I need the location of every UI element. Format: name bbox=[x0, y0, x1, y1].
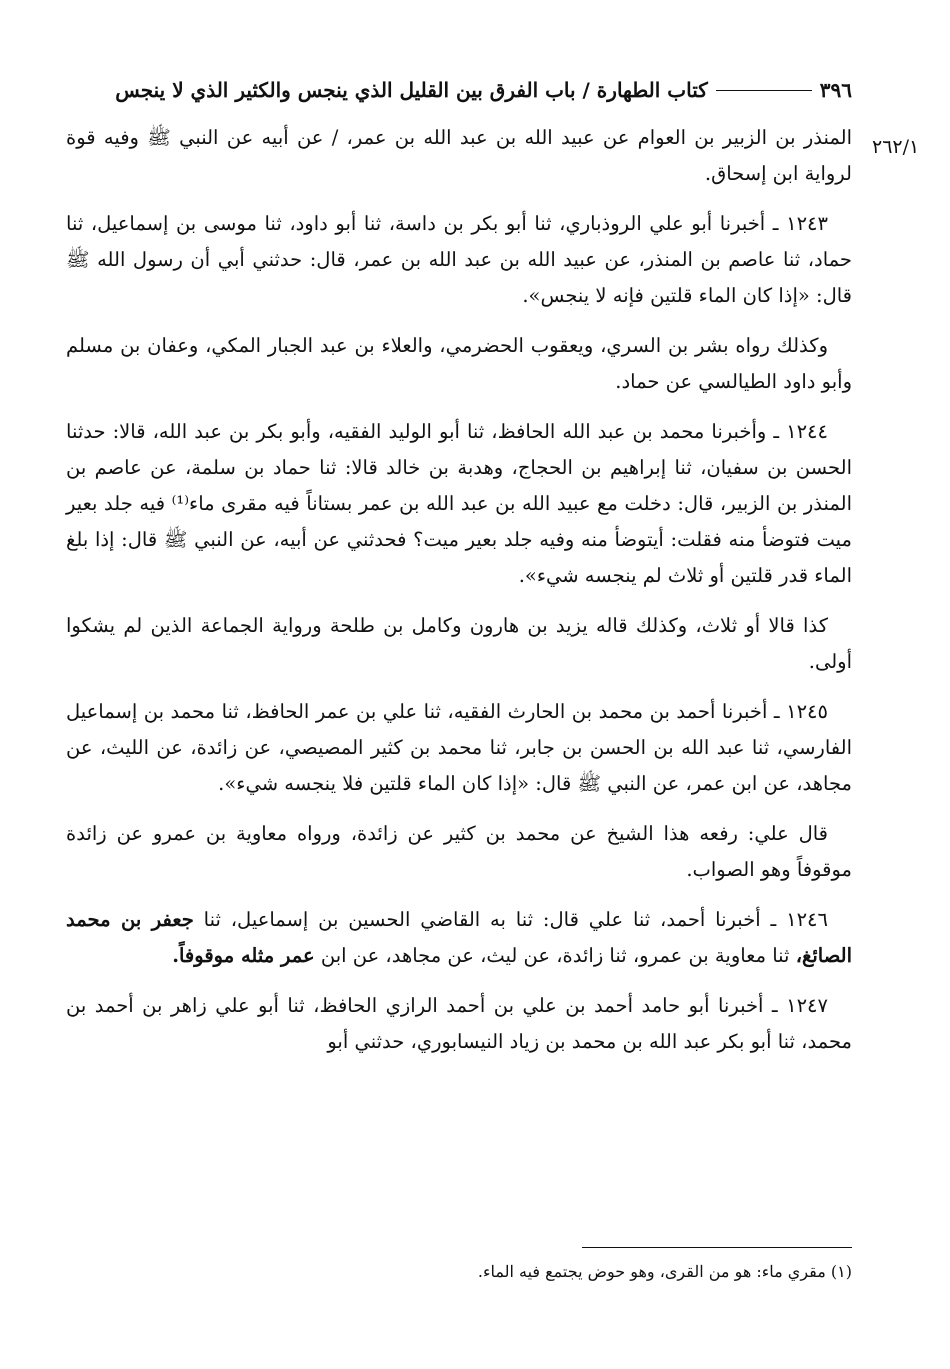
paragraph-continuation: المنذر بن الزبير بن العوام عن عبيد الله بن عبد الله بن عمر، / عن أبيه عن النبي ﷺ وفيه قوة لرواية ابن إسحاق. bbox=[66, 126, 852, 185]
main-text bbox=[66, 120, 852, 1074]
hadith-1244: ١٢٤٤ ـ وأخبرنا محمد بن عبد الله الحافظ، ثنا أبو الوليد الفقيه، وأبو بكر بن عبد الله، قالا: حدثنا الحسن بن سفيان، ثنا إبراهيم بن الحجاج، وهدبة بن خالد قالا: ثنا حماد بن سلمة، عن عاصم بن المنذر بن الزبير، قال: دخلت مع عبيد الله بن عبد الله بن عمر بستاناً فيه مقرى ماء⁽¹⁾ فيه جلد بعير ميت فتوضأ منه فقلت: أيتوضأ منه وفيه جلد بعير ميت؟ فحدثني عن أبيه، عن النبي ﷺ قال: إذا بلغ الماء قدر قلتين أو ثلاث لم ينجسه شيء». bbox=[66, 420, 852, 587]
hadith-1243: ١٢٤٣ ـ أخبرنا أبو علي الروذباري، ثنا أبو بكر بن داسة، ثنا أبو داود، ثنا موسى بن إسماعيل، ثنا حماد، ثنا عاصم بن المنذر، عن عبيد الله بن عبد الله بن عمر، قال: حدثني أبي أن رسول الله ﷺ قال: «إذا كان الماء قلتين فإنه لا ينجس». bbox=[66, 212, 852, 307]
hadith-1247: ١٢٤٧ ـ أخبرنا أبو حامد أحمد بن علي بن أحمد الرازي الحافظ، ثنا أبو علي زاهر بن أحمد بن محمد، ثنا أبو بكر عبد الله بن محمد بن زياد النيسابوري، حدثني أبو bbox=[66, 994, 852, 1053]
bold-text-span: جعفر بن محمد الصائغ، bbox=[66, 908, 852, 967]
margin-reference: ٢٦٢/١ bbox=[872, 136, 920, 158]
commentary-paragraph: كذا قالا أو ثلاث، وكذلك قاله يزيد بن هارون وكامل بن طلحة ورواية الجماعة الذين لم يشكوا أولى. bbox=[66, 614, 852, 673]
bold-text-span: عمر مثله موقوفاً. bbox=[172, 944, 315, 967]
header-rule bbox=[716, 90, 812, 91]
hadith-1245: ١٢٤٥ ـ أخبرنا أحمد بن محمد بن الحارث الفقيه، ثنا علي بن عمر الحافظ، ثنا محمد بن إسماعيل الفارسي، ثنا عبد الله بن الحسن بن جابر، ثنا محمد بن كثير المصيصي، عن زائدة، عن الليث، عن مجاهد، عن ابن عمر، عن النبي ﷺ قال: «إذا كان الماء قلتين فلا ينجسه شيء». bbox=[66, 700, 852, 795]
page-number: ٣٩٦ bbox=[819, 78, 852, 102]
footnote-rule bbox=[582, 1247, 852, 1248]
running-header bbox=[66, 78, 852, 102]
hadith-1246 bbox=[66, 902, 852, 974]
text-span: ١٢٤٦ ـ أخبرنا أحمد، ثنا علي قال: ثنا به القاضي الحسين بن إسماعيل، ثنا bbox=[203, 908, 828, 931]
header-title: كتاب الطهارة / باب الفرق بين القليل الذي ينجس والكثير الذي لا ينجس bbox=[115, 78, 708, 102]
commentary-paragraph: وكذلك رواه بشر بن السري، ويعقوب الحضرمي، والعلاء بن عبد الجبار المكي، وعفان بن مسلم وأبو داود الطيالسي عن حماد. bbox=[66, 334, 852, 393]
footnote: (١) مقري ماء: هو من القرى، وهو حوض يجتمع فيه الماء. bbox=[477, 1262, 852, 1281]
text-span: ثنا معاوية بن عمرو، ثنا زائدة، عن ليث، عن مجاهد، عن ابن bbox=[320, 944, 790, 967]
commentary-paragraph: قال علي: رفعه هذا الشيخ عن محمد بن كثير عن زائدة، ورواه معاوية بن عمرو عن زائدة موقوفاً وهو الصواب. bbox=[66, 822, 852, 881]
